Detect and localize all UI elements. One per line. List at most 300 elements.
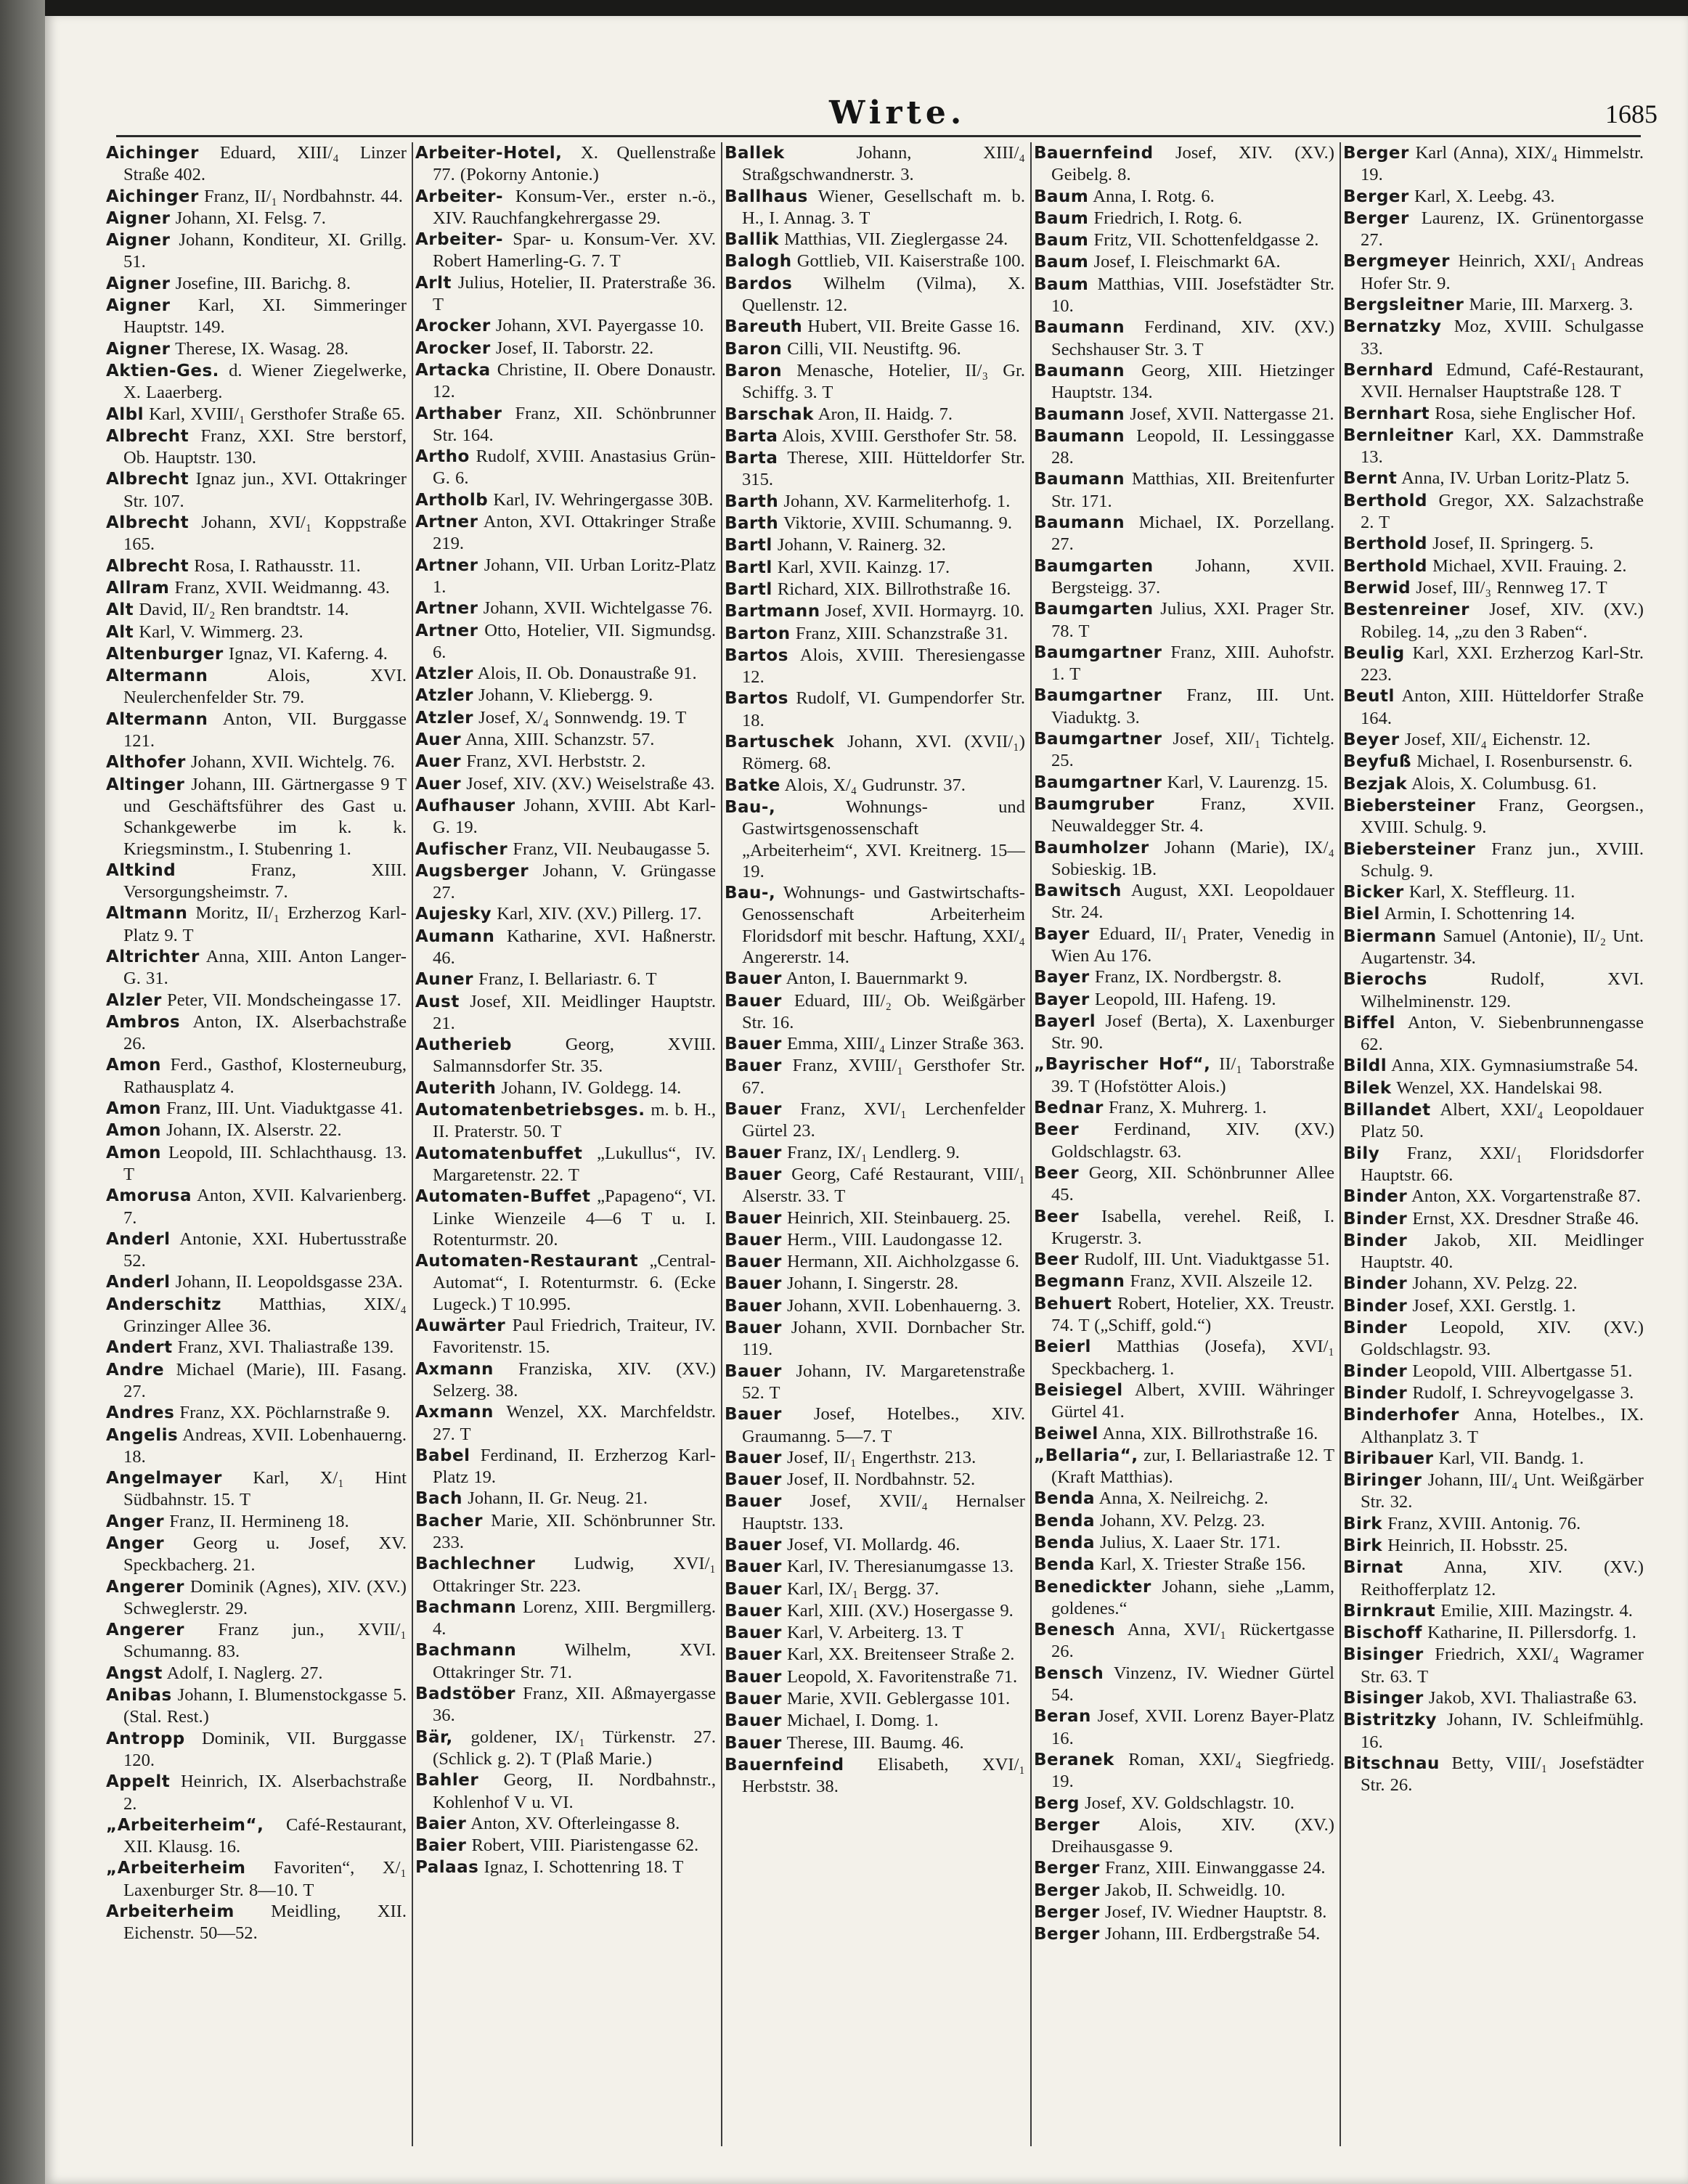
directory-entry	[415, 991, 716, 1035]
entry-details: Josef, XIV. (XV.) Weiselstraße 43.	[461, 773, 715, 794]
entry-name: Barth	[725, 514, 779, 534]
entry-details: Anna, XIII. Anton Langer-G. 31.	[123, 946, 407, 989]
entry-details: Anton, XV. Ofterleingasse 8.	[466, 1813, 680, 1833]
directory-entry	[415, 1835, 716, 1857]
directory-entry	[106, 186, 407, 208]
entry-name: Artner	[415, 599, 478, 619]
entry-name: Angerer	[106, 1577, 185, 1597]
entry-details: Georg, XVIII. Salmannsdorfer Str. 35.	[433, 1035, 716, 1077]
directory-entry	[415, 598, 716, 619]
directory-entry	[106, 295, 407, 338]
directory-entry	[106, 555, 407, 577]
entry-name: Baum	[1034, 187, 1089, 206]
entry-name: Bauer	[725, 1579, 782, 1599]
directory-entry	[1034, 1510, 1334, 1532]
entry-details: Karl, V. Arbeiterg. 13. T	[781, 1623, 963, 1643]
entry-name: Automatenbuffet	[415, 1144, 583, 1163]
entry-details: Johann, IV. Goldegg. 14.	[496, 1077, 682, 1098]
entry-details: Ferdinand, XIV. (XV.) Goldschlagstr. 63.	[1051, 1120, 1334, 1162]
entry-details: Johann, XIII/₄ Straßgschwandnerstr. 3.	[742, 143, 1025, 185]
directory-entry	[1034, 880, 1334, 924]
directory-entry	[415, 773, 716, 795]
directory-entry	[1343, 533, 1644, 555]
directory-entry	[725, 1534, 1025, 1556]
entry-details: Wilhelm (Vilma), X. Quellenstr. 12.	[742, 273, 1025, 316]
entry-details: Leopold, III. Schlachthausg. 13. T	[123, 1142, 407, 1184]
entry-details: Johann, XI. Felsg. 7.	[170, 208, 326, 228]
entry-name: Amon	[106, 1121, 161, 1141]
entry-name: Beran	[1034, 1707, 1091, 1727]
directory-entry	[725, 1251, 1025, 1273]
entry-name: Bauer	[725, 1252, 782, 1272]
entry-details: Josef, XVII. Lorenz Bayer-Platz 16.	[1051, 1706, 1334, 1748]
directory-entry	[106, 1425, 407, 1468]
entry-details: Wohnungs- und Gastwirtsgenossenschaft „Arbeiterheim“, XVI. Kreitnerg. 15—19.	[742, 796, 1025, 881]
directory-entry	[106, 751, 407, 773]
entry-details: Alois, XIV. (XV.) Dreihausgasse 9.	[1051, 1814, 1334, 1857]
entry-details: Johann, XVIII. Abt Karl-G. 19.	[433, 795, 716, 838]
directory-entry	[415, 1813, 716, 1835]
entry-name: Barton	[725, 624, 791, 643]
directory-entry	[106, 643, 407, 665]
directory-entry	[725, 731, 1025, 775]
entry-name: Bauer	[725, 1361, 782, 1381]
directory-entry	[415, 1358, 716, 1402]
column-4	[1034, 142, 1334, 2154]
entry-details: Franz, Georgsen., XVIII. Schulg. 9.	[1361, 795, 1644, 838]
directory-entry	[415, 860, 716, 904]
entry-name: Anibas	[106, 1686, 172, 1706]
entry-name: Bednar	[1034, 1099, 1104, 1118]
directory-entry	[725, 968, 1025, 990]
entry-name: Bauer	[725, 969, 782, 989]
entry-name: Alt	[106, 622, 134, 642]
directory-entry	[725, 1164, 1025, 1207]
entry-name: Berger	[1343, 208, 1409, 228]
entry-details: Ferdinand, II. Erzherzog Karl-Platz 19.	[433, 1445, 716, 1488]
entry-details: Karl, XVIII/₁ Gersthofer Straße 65.	[144, 404, 405, 424]
directory-entry	[415, 315, 716, 337]
entry-details: Christine, II. Obere Donaustr. 12.	[433, 359, 716, 402]
entry-details: Karl, IV. Wehringergasse 30B.	[488, 489, 714, 510]
entry-details: Johann, XV. Pelzg. 22.	[1407, 1274, 1578, 1294]
directory-entry	[1343, 403, 1644, 425]
entry-name: Bacher	[415, 1511, 484, 1531]
entry-name: Andre	[106, 1360, 165, 1380]
entry-name: Bartl	[725, 558, 772, 577]
directory-entry	[725, 316, 1025, 338]
entry-details: Anna, XVI/₁ Rückertgasse 26.	[1051, 1620, 1334, 1662]
entry-details: Franz jun., XVII/₁ Schumanng. 83.	[123, 1620, 407, 1662]
entry-name: Aigner	[106, 296, 171, 316]
directory-entry	[1343, 142, 1644, 186]
directory-entry	[1343, 926, 1644, 969]
directory-entry	[106, 1728, 407, 1772]
entry-details: Franz, VII. Neubaugasse 5.	[507, 839, 711, 859]
entry-name: Baumann	[1034, 318, 1125, 338]
entry-name: Auer	[415, 730, 462, 750]
entry-name: Biel	[1343, 905, 1380, 924]
directory-entry	[725, 1556, 1025, 1578]
directory-entry	[1343, 577, 1644, 599]
entry-details: Josef, II/₁ Engerthstr. 213.	[781, 1447, 976, 1467]
directory-entry	[1034, 1576, 1334, 1620]
entry-name: Balogh	[725, 252, 792, 272]
film-edge	[45, 0, 1688, 16]
entry-name: Arbeiter-Hotel,	[415, 144, 563, 163]
directory-entry	[106, 229, 407, 273]
entry-name: „Bellaria“,	[1034, 1446, 1138, 1465]
entry-name: Aigner	[106, 208, 171, 228]
directory-entry	[725, 1361, 1025, 1404]
directory-entry	[1343, 1622, 1644, 1644]
entry-name: Arocker	[415, 317, 491, 336]
entry-details: Matthias, VIII. Josefstädter Str. 10.	[1051, 274, 1334, 317]
directory-entry	[1343, 1644, 1644, 1687]
entry-name: Binder	[1343, 1209, 1408, 1228]
directory-entry	[1343, 1077, 1644, 1099]
entry-details: Karl, XX. Breitenseer Straße 2.	[781, 1645, 1015, 1665]
entry-details: Franz, I. Bellariastr. 6. T	[473, 969, 657, 990]
entry-details: Franziska, XIV. (XV.) Selzerg. 38.	[433, 1358, 716, 1401]
entry-details: Friedrich, XXI/₄ Wagramer Str. 63. T	[1361, 1645, 1644, 1687]
entry-details: Franz, III. Unt. Viaduktgasse 41.	[160, 1099, 403, 1119]
directory-entry	[1034, 1880, 1334, 1902]
directory-entry	[1343, 1012, 1644, 1056]
entry-name: Barschak	[725, 404, 814, 424]
entry-name: Bawitsch	[1034, 881, 1122, 901]
entry-details: August, XXI. Leopoldauer Str. 24.	[1051, 881, 1334, 923]
entry-name: Angst	[106, 1663, 163, 1683]
entry-details: Heinrich, IX. Alserbachstraße 2.	[123, 1772, 407, 1814]
entry-details: „Lukullus“, IV. Margaretenstr. 22. T	[433, 1143, 716, 1185]
entry-name: Antropp	[106, 1729, 185, 1748]
entry-name: Ballhaus	[725, 187, 808, 206]
entry-name: Bachmann	[415, 1597, 517, 1617]
directory-entry	[1034, 1793, 1334, 1814]
directory-entry	[106, 1011, 407, 1055]
entry-details: Josef, Hotelbes., XIV. Graumanng. 5—7. T	[742, 1404, 1025, 1446]
entry-name: Arocker	[415, 338, 491, 358]
directory-entry	[725, 1403, 1025, 1447]
entry-name: Baumann	[1034, 426, 1125, 446]
entry-name: Aichinger	[106, 187, 199, 206]
entry-details: Johann, VII. Urban Loritz-Platz 1.	[433, 555, 716, 597]
entry-name: Baumgartner	[1034, 643, 1162, 662]
entry-name: Beutl	[1343, 687, 1395, 706]
entry-name: Arlt	[415, 273, 452, 293]
entry-details: Otto, Hotelier, VII. Sigmundsg. 6.	[433, 620, 716, 662]
column-divider	[1030, 142, 1032, 2146]
entry-name: Berthold	[1343, 491, 1427, 510]
entry-details: Johann, IX. Alserstr. 22.	[160, 1120, 342, 1141]
directory-entry	[415, 1401, 716, 1445]
directory-entry	[106, 208, 407, 229]
entry-details: Franz, XVIII. Antonig. 76.	[1382, 1513, 1581, 1533]
entry-name: Artho	[415, 447, 470, 467]
entry-details: Franz, XVIII/₁ Gersthofer Str. 67.	[742, 1056, 1025, 1098]
directory-entry	[1034, 425, 1334, 469]
directory-entry	[1343, 1295, 1644, 1317]
entry-name: Automatenbetriebsges.	[415, 1101, 645, 1120]
directory-entry	[1034, 555, 1334, 599]
entry-details: Katharine, XVI. Haßnerstr. 46.	[433, 926, 716, 968]
directory-entry	[415, 1857, 716, 1878]
entry-details: Leopold, XIV. (XV.) Goldschlagstr. 93.	[1361, 1318, 1644, 1360]
entry-details: Anna, XIX. Billrothstraße 16.	[1098, 1423, 1318, 1443]
entry-details: Elisabeth, XVI/₁ Herbststr. 38.	[742, 1754, 1025, 1797]
entry-details: Dominik (Agnes), XIV. (XV.) Schweglerstr. 29.	[123, 1576, 407, 1618]
directory-entry	[725, 1754, 1025, 1798]
entry-details: m. b. H., II. Praterstr. 50. T	[433, 1100, 716, 1142]
entry-details: d. Wiener Ziegelwerke, X. Laaerberg.	[123, 360, 407, 403]
directory-entry	[725, 688, 1025, 731]
entry-details: Franz, XII. Aßmayergasse 36.	[433, 1684, 716, 1726]
book-gutter	[0, 0, 45, 2184]
entry-details: Cilli, VII. Neustiftg. 96.	[782, 338, 961, 359]
directory-entry	[1034, 1445, 1334, 1488]
directory-entry	[725, 1491, 1025, 1534]
entry-name: Axmann	[415, 1359, 494, 1379]
directory-entry	[1343, 881, 1644, 903]
entry-details: Josef, II. Nordbahnstr. 52.	[781, 1470, 976, 1490]
entry-name: Bauer	[725, 1035, 782, 1054]
entry-name: Auer	[415, 774, 462, 794]
entry-details: Leopold, VIII. Albertgasse 51.	[1407, 1361, 1633, 1381]
entry-details: Josef, II. Taborstr. 22.	[490, 338, 654, 358]
entry-name: Bierochs	[1343, 970, 1427, 990]
entry-name: Artholb	[415, 490, 489, 510]
entry-name: Bily	[1343, 1144, 1380, 1163]
entry-name: Biebersteiner	[1343, 796, 1476, 815]
entry-details: Isabella, verehel. Reiß, I. Krugerstr. 3.	[1051, 1206, 1334, 1248]
entry-details: Favoriten“, X/₁ Laxenburger Str. 8—10. T	[123, 1858, 407, 1900]
directory-entry	[725, 579, 1025, 600]
directory-entry	[725, 882, 1025, 968]
directory-entry	[106, 1663, 407, 1684]
directory-entry	[106, 1228, 407, 1272]
entry-name: Bartmann	[725, 602, 820, 622]
entry-name: Andert	[106, 1338, 173, 1358]
entry-name: Biffel	[1343, 1013, 1395, 1032]
entry-details: Johann, V. Rainerg. 32.	[772, 535, 946, 555]
entry-details: Jakob, XVI. Thaliastraße 63.	[1423, 1688, 1637, 1708]
directory-entry	[1034, 1336, 1334, 1380]
directory-entry	[725, 1055, 1025, 1099]
entry-name: Beranek	[1034, 1750, 1114, 1769]
entry-name: Bayerl	[1034, 1011, 1096, 1031]
entry-details: Anna, Hotelbes., IX. Althanplatz 3. T	[1361, 1405, 1644, 1447]
directory-entry	[1343, 1513, 1644, 1535]
entry-details: Franz, XVII. Neuwaldegger Str. 4.	[1051, 794, 1334, 836]
entry-details: Andreas, XVII. Lobenhauerng. 18.	[123, 1425, 407, 1467]
directory-entry	[725, 1447, 1025, 1469]
entry-name: Albrecht	[106, 513, 189, 533]
directory-entry	[1034, 1554, 1334, 1576]
entry-name: Berger	[1034, 1881, 1100, 1900]
directory-entry	[106, 338, 407, 360]
entry-name: Beer	[1034, 1163, 1080, 1183]
entry-name: Amorusa	[106, 1186, 192, 1206]
entry-details: Franz, XVI/₁ Lerchenfelder Gürtel 23.	[742, 1099, 1025, 1141]
directory-entry	[1034, 966, 1334, 988]
entry-details: Fritz, VII. Schottenfeldgasse 2.	[1088, 230, 1319, 250]
directory-entry	[725, 1666, 1025, 1688]
entry-name: Bisinger	[1343, 1689, 1424, 1708]
directory-entry	[106, 1467, 407, 1511]
entry-name: Palaas	[415, 1858, 479, 1878]
directory-entry	[725, 491, 1025, 513]
entry-name: Baier	[415, 1836, 467, 1856]
directory-entry	[106, 665, 407, 709]
directory-entry	[106, 1511, 407, 1533]
entry-name: Bayer	[1034, 968, 1090, 987]
directory-entry	[1034, 1054, 1334, 1097]
directory-entry	[106, 1533, 407, 1576]
entry-name: Bartuschek	[725, 733, 835, 752]
entry-name: Bauer	[725, 1100, 782, 1120]
entry-name: Althofer	[106, 753, 186, 773]
directory-entry	[1034, 1663, 1334, 1706]
entry-name: Axmann	[415, 1403, 494, 1422]
entry-details: Marie, XVII. Geblergasse 101.	[781, 1689, 1011, 1709]
directory-entry	[106, 774, 407, 860]
directory-entry	[415, 1727, 716, 1770]
entry-details: Josef, VI. Mollardg. 46.	[781, 1535, 961, 1555]
entry-details: Karl, X. Triester Straße 156.	[1095, 1555, 1306, 1575]
entry-name: Berger	[1034, 1903, 1100, 1923]
entry-details: Leopold, X. Favoritenstraße 71.	[781, 1666, 1018, 1687]
directory-entry	[1034, 1271, 1334, 1292]
entry-details: Josef, I. Fleischmarkt 6A.	[1088, 252, 1281, 272]
entry-name: Albrecht	[106, 470, 189, 489]
entry-details: Laurenz, IX. Grünentorgasse 27.	[1361, 208, 1644, 250]
directory-entry	[415, 1639, 716, 1683]
entry-details: Rudolf, XVI. Wilhelminenstr. 129.	[1361, 969, 1644, 1011]
directory-entry	[725, 1142, 1025, 1164]
directory-entry	[1343, 490, 1644, 534]
directory-entry	[106, 1294, 407, 1337]
entry-name: Bitschnau	[1343, 1753, 1440, 1773]
column-5	[1343, 142, 1644, 2154]
entry-name: Baum	[1034, 274, 1089, 294]
entry-name: Amon	[106, 1099, 161, 1119]
entry-details: Anna, XIII. Schanzstr. 57.	[461, 730, 655, 750]
entry-details: Karl, XX. Dammstraße 13.	[1361, 425, 1644, 468]
entry-details: Josef, XII/₁ Tichtelg. 25.	[1051, 729, 1334, 771]
entry-name: Batke	[725, 775, 780, 795]
entry-name: Bauer	[725, 1143, 782, 1162]
entry-name: Baum	[1034, 208, 1089, 228]
directory-entry	[415, 1315, 716, 1358]
entry-name: Birk	[1343, 1514, 1383, 1533]
directory-entry	[106, 1576, 407, 1620]
entry-details: Johann, I. Blumenstockgasse 5. (Stal. Rest.)	[123, 1685, 407, 1727]
entry-details: Josef, XVII/₄ Hernalser Hauptstr. 133.	[742, 1491, 1025, 1533]
entry-name: Bauer	[725, 1230, 782, 1250]
entry-details: Franz, XIII. Schanzstraße 31.	[790, 623, 1008, 643]
entry-name: Atzler	[415, 686, 474, 706]
entry-name: Berger	[1034, 1925, 1100, 1944]
entry-details: Michael (Marie), III. Fasang. 27.	[123, 1359, 407, 1401]
entry-name: Biebersteiner	[1343, 839, 1476, 859]
entry-details: Café-Restaurant, XII. Klausg. 16.	[123, 1814, 407, 1857]
directory-entry	[415, 1488, 716, 1509]
directory-entry	[415, 969, 716, 990]
entry-name: Beiwel	[1034, 1424, 1098, 1443]
directory-entry	[1343, 1404, 1644, 1448]
directory-entry	[106, 1402, 407, 1424]
page-number: 1685	[1605, 99, 1658, 129]
directory-entry	[1034, 1532, 1334, 1554]
directory-entry	[725, 360, 1025, 404]
entry-name: Binder	[1343, 1296, 1408, 1316]
entry-name: Bareuth	[725, 317, 803, 337]
directory-entry	[106, 1142, 407, 1186]
entry-name: Bauer	[725, 1536, 782, 1555]
entry-name: Beer	[1034, 1250, 1080, 1270]
entry-details: Emilie, XIII. Mazingstr. 4.	[1435, 1600, 1633, 1621]
entry-details: Georg u. Josef, XV. Speckbacherg. 21.	[123, 1533, 407, 1576]
entry-name: Bauer	[725, 1319, 782, 1338]
entry-details: Betty, VIII/₁ Josefstädter Str. 26.	[1361, 1753, 1644, 1796]
directory-entry	[1343, 1600, 1644, 1622]
entry-details: Roman, XXI/₄ Siegfriedg. 19.	[1051, 1749, 1334, 1792]
entry-name: Bayer	[1034, 924, 1090, 944]
entry-name: Bartos	[725, 645, 788, 665]
entry-name: Bauer	[725, 1296, 782, 1316]
directory-entry	[415, 1510, 716, 1554]
entry-details: Johann, XVI. Payergasse 10.	[490, 316, 704, 336]
entry-details: Adolf, I. Naglerg. 27.	[162, 1663, 323, 1683]
directory-entry	[725, 1469, 1025, 1491]
entry-details: Johann, XVII. Bergsteigg. 37.	[1051, 555, 1334, 598]
entry-name: Alt	[106, 600, 134, 620]
directory-entry	[1034, 642, 1334, 685]
directory-entry	[415, 338, 716, 359]
directory-entry	[1343, 1143, 1644, 1186]
entry-name: Altrichter	[106, 947, 200, 966]
directory-entry	[1034, 1749, 1334, 1793]
directory-entry	[1343, 1470, 1644, 1513]
entry-name: Autherieb	[415, 1035, 512, 1055]
entry-details: Ignaz jun., XVI. Ottakringer Str. 107.	[123, 469, 407, 511]
directory-entry	[1343, 468, 1644, 489]
entry-details: Menasche, Hotelier, II/₃ Gr. Schiffg. 3. T	[742, 360, 1025, 403]
entry-name: Automaten-Restaurant	[415, 1252, 639, 1271]
entry-name: Beer	[1034, 1120, 1080, 1140]
entry-name: Bernatzky	[1343, 317, 1442, 337]
directory-entry	[1034, 1619, 1334, 1663]
entry-details: Johann, XVII. Dornbacher Str. 119.	[742, 1318, 1025, 1360]
directory-entry	[725, 425, 1025, 447]
entry-name: Benda	[1034, 1511, 1095, 1531]
entry-name: Benda	[1034, 1489, 1095, 1509]
entry-name: Auwärter	[415, 1316, 506, 1336]
entry-name: Ballek	[725, 144, 785, 163]
entry-details: Ferdinand, XIV. (XV.) Sechshauser Str. 3. T	[1051, 317, 1334, 359]
entry-details: Matthias, XIX/₄ Grinzinger Allee 36.	[123, 1294, 407, 1337]
entry-name: Bernt	[1343, 469, 1398, 489]
directory-entry	[1343, 1753, 1644, 1796]
entry-details: Josef, XII/₄ Eichenstr. 12.	[1399, 730, 1591, 750]
directory-entry	[106, 990, 407, 1011]
directory-entry	[415, 229, 716, 272]
entry-details: Franz, XIII. Einwanggasse 24.	[1099, 1858, 1326, 1878]
column-divider	[412, 142, 413, 2146]
entry-name: Baumgarten	[1034, 556, 1154, 576]
entry-details: Matthias (Josefa), XVI/₁ Speckbacherg. 1.	[1051, 1337, 1334, 1379]
